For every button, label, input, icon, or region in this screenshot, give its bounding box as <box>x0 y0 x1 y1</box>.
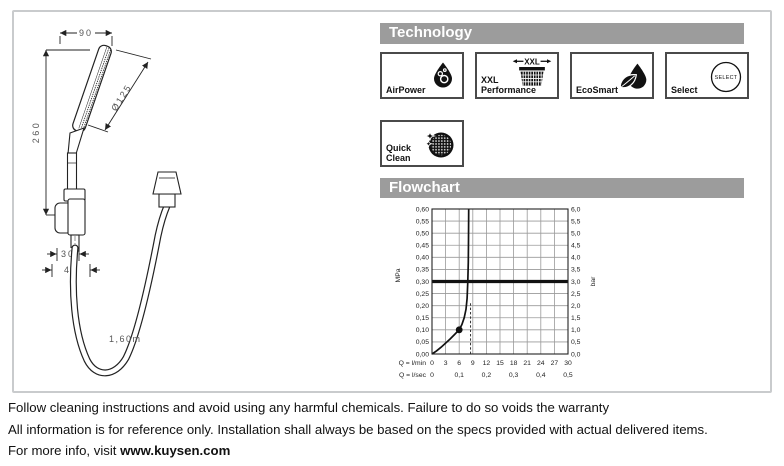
hand-shower-drawing <box>32 22 232 397</box>
select-icon-text: SELECT <box>714 75 738 81</box>
select-circle-icon <box>709 60 743 94</box>
svg-text:0,10: 0,10 <box>415 327 429 335</box>
shower-head <box>71 44 113 133</box>
svg-text:0,5: 0,5 <box>571 339 581 347</box>
svg-text:0,2: 0,2 <box>481 372 492 379</box>
technology-icons-row-2 <box>380 120 464 167</box>
xxl-icon-text: XXL <box>524 57 540 67</box>
svg-text:0,4: 0,4 <box>536 372 546 379</box>
svg-text:6: 6 <box>457 360 462 367</box>
dim-90-label: 90 <box>78 28 94 38</box>
svg-text:4,5: 4,5 <box>571 242 581 250</box>
tech-box-ecosmart <box>570 52 654 99</box>
svg-text:0,05: 0,05 <box>415 339 429 347</box>
svg-text:0,50: 0,50 <box>415 230 429 238</box>
footer-website: www.kuysen.com <box>120 443 231 458</box>
svg-text:3: 3 <box>443 360 448 367</box>
tech-label-select-text: Select <box>671 84 698 95</box>
hand-shower-drawing-svg <box>32 22 232 392</box>
technology-title: Technology <box>389 24 473 41</box>
airpower-drop-icon <box>430 58 456 93</box>
dim-diameter-label: Ø125 <box>109 82 134 113</box>
footer-line-2: All information is for reference only. Installation shall always be based on the specs provided with actual delivered items. <box>8 421 708 437</box>
chart-axis-labels <box>395 206 597 379</box>
svg-text:bar: bar <box>590 276 597 287</box>
svg-text:4,0: 4,0 <box>571 254 581 262</box>
svg-text:0,45: 0,45 <box>415 242 429 250</box>
spec-sheet-panel <box>12 10 772 393</box>
tech-label-xxl-performance: XXL Performance <box>481 75 537 95</box>
flow-chart-svg <box>392 197 602 392</box>
technology-icons-row-1 <box>380 52 749 99</box>
tech-box-select <box>665 52 749 99</box>
quickclean-sprayface-icon <box>423 128 457 162</box>
svg-text:15: 15 <box>496 360 504 367</box>
svg-text:2,0: 2,0 <box>571 302 581 310</box>
footer-notes <box>8 397 780 462</box>
svg-text:0,0: 0,0 <box>571 351 581 359</box>
svg-text:9: 9 <box>470 360 475 367</box>
footer-line-3 <box>8 440 780 462</box>
svg-text:0,1: 0,1 <box>454 372 464 379</box>
svg-text:5,5: 5,5 <box>571 218 581 226</box>
svg-text:30: 30 <box>564 360 572 367</box>
tech-box-xxl-performance <box>475 52 559 99</box>
svg-text:0,20: 0,20 <box>415 302 429 310</box>
wall-holder <box>55 199 85 251</box>
svg-text:0: 0 <box>430 360 434 367</box>
svg-text:0,30: 0,30 <box>415 278 429 286</box>
svg-text:2,5: 2,5 <box>571 290 581 298</box>
hose-length-label: 1,60m <box>109 334 142 344</box>
svg-text:5,0: 5,0 <box>571 230 581 238</box>
svg-text:0,25: 0,25 <box>415 290 429 298</box>
chart-marker-point <box>456 326 463 333</box>
svg-text:Q = l/min: Q = l/min <box>398 360 426 367</box>
tech-box-airpower <box>380 52 464 99</box>
ecosmart-leaf-drop-icon <box>618 61 648 93</box>
footer-line-3-prefix: For more info, visit <box>8 443 121 458</box>
technology-header <box>380 23 744 44</box>
svg-text:21: 21 <box>523 360 531 367</box>
svg-text:24: 24 <box>537 360 545 367</box>
flowchart-header <box>380 178 744 198</box>
svg-text:0: 0 <box>430 372 434 379</box>
svg-text:1,5: 1,5 <box>571 315 581 323</box>
svg-text:0,15: 0,15 <box>415 315 429 323</box>
svg-text:18: 18 <box>509 360 518 367</box>
dim-42-label: 42 <box>63 265 79 275</box>
shower-hose <box>73 206 167 373</box>
flowchart-chart <box>392 197 602 397</box>
svg-text:MPa: MPa <box>395 268 402 283</box>
tech-box-quick-clean <box>380 120 464 167</box>
tech-label-airpower: AirPower <box>386 84 426 95</box>
svg-text:3,5: 3,5 <box>571 266 581 274</box>
svg-text:0,55: 0,55 <box>415 218 429 226</box>
svg-text:0,60: 0,60 <box>415 206 429 214</box>
hose-connector <box>153 172 181 207</box>
svg-text:0,40: 0,40 <box>415 254 429 262</box>
svg-text:Q = l/sec: Q = l/sec <box>398 372 426 379</box>
footer-line-1: Follow cleaning instructions and avoid using any harmful chemicals. Failure to do so voids the warranty <box>8 400 610 415</box>
shower-handle <box>64 128 85 201</box>
svg-text:0,3: 0,3 <box>508 372 519 379</box>
svg-text:1,0: 1,0 <box>571 327 581 335</box>
svg-text:12: 12 <box>482 360 491 367</box>
tech-label-ecosmart: EcoSmart <box>576 84 619 95</box>
svg-text:0,00: 0,00 <box>415 351 429 359</box>
svg-text:6,0: 6,0 <box>571 206 581 214</box>
tech-label-quick-clean: Quick Clean <box>386 143 412 163</box>
svg-text:0,5: 0,5 <box>563 372 573 379</box>
dim-30-label: 30 <box>60 249 76 259</box>
flowchart-title: Flowchart <box>389 179 460 196</box>
svg-text:0,35: 0,35 <box>415 266 429 274</box>
dim-260-label: 260 <box>32 120 41 144</box>
svg-text:3,0: 3,0 <box>571 278 581 286</box>
svg-text:27: 27 <box>550 360 559 367</box>
